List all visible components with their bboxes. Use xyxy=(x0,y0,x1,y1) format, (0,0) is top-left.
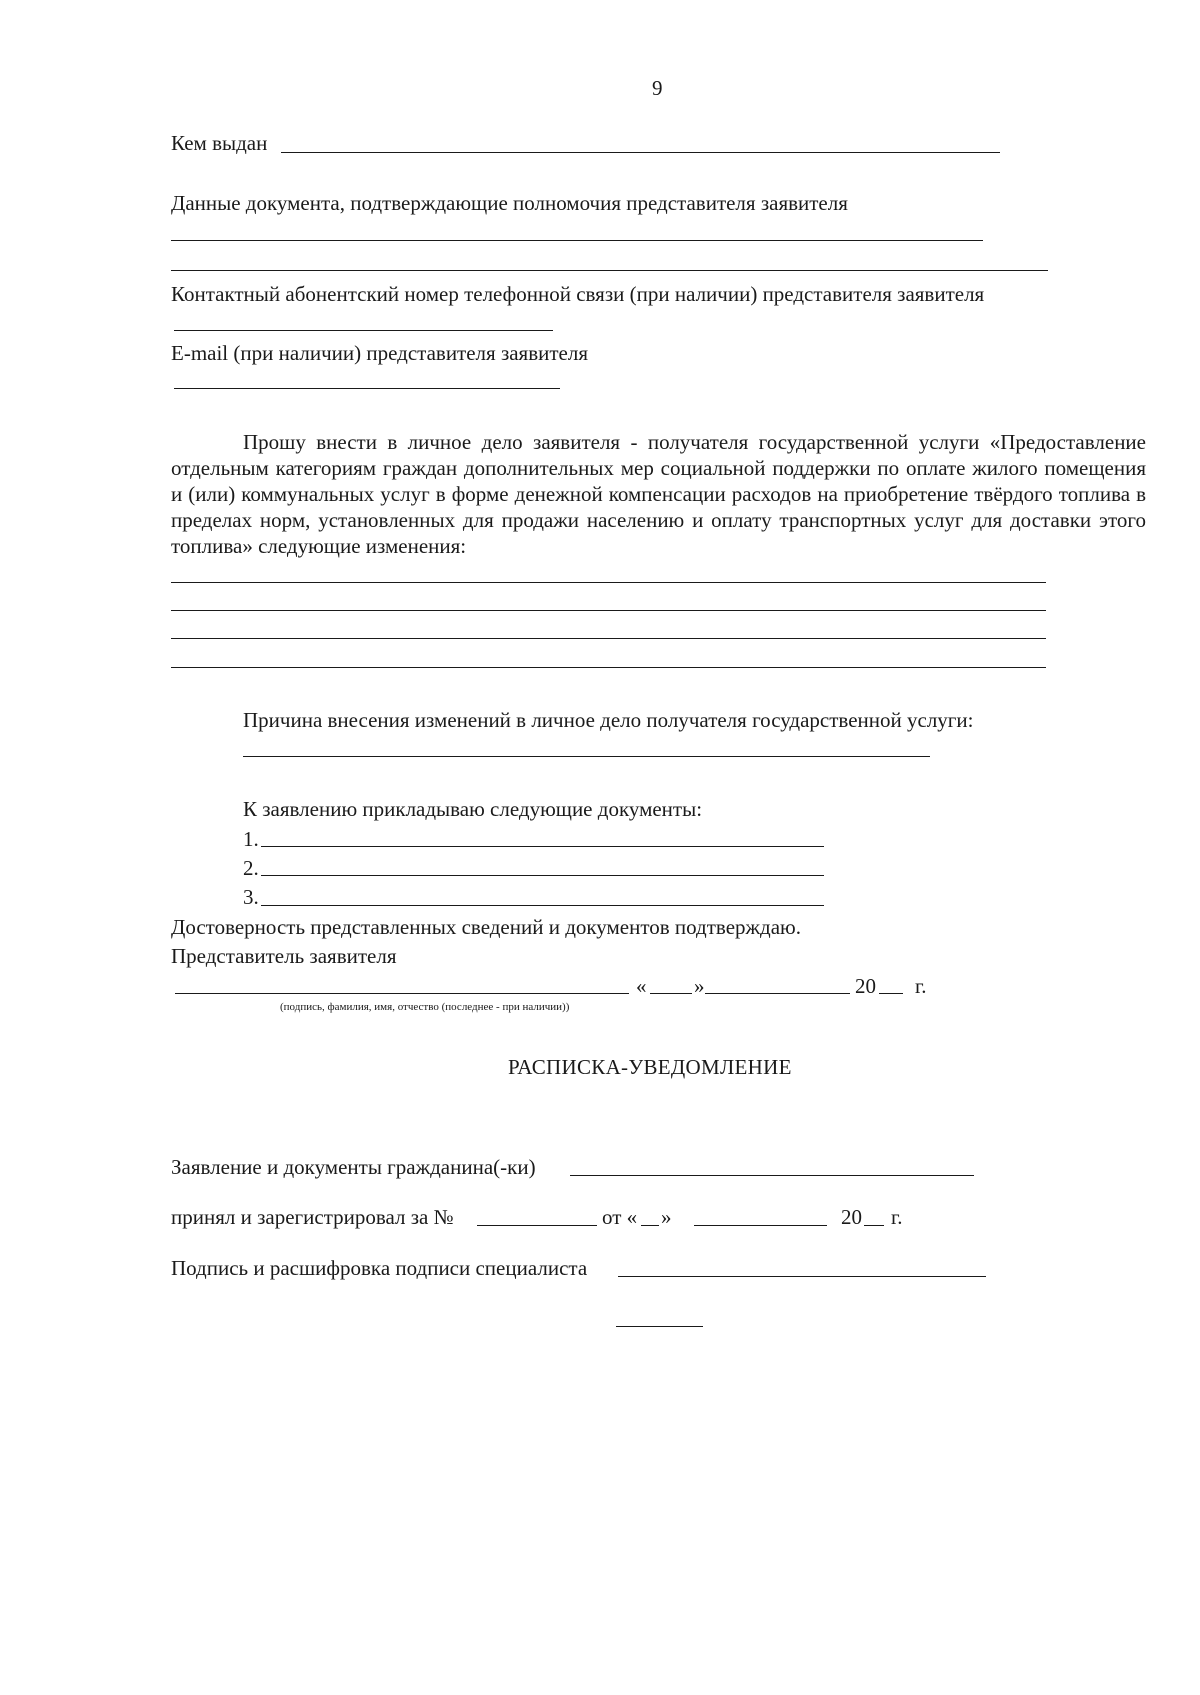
representative-month-field[interactable] xyxy=(705,993,850,994)
representative-phone-field[interactable] xyxy=(174,330,553,331)
representative-day-field[interactable] xyxy=(650,993,692,994)
representative-document-field-1[interactable] xyxy=(171,240,983,241)
receipt-year-suffix: г. xyxy=(891,1205,903,1229)
representative-year-field[interactable] xyxy=(879,993,903,994)
request-paragraph xyxy=(171,429,1146,559)
attachment-number-1: 1. xyxy=(243,827,259,851)
signature-caption: (подпись, фамилия, имя, отчество (последнее - при наличии)) xyxy=(280,1001,570,1013)
receipt-registered-label: принял и зарегистрировал за № xyxy=(171,1205,454,1229)
change-reason-label: Причина внесения изменений в личное дело получателя государственной услуги: xyxy=(243,708,974,732)
receipt-specialist-label: Подпись и расшифровка подписи специалиста xyxy=(171,1256,588,1280)
attachment-number-3: 3. xyxy=(243,885,259,909)
receipt-year-field[interactable] xyxy=(864,1225,884,1226)
attachment-field-2[interactable] xyxy=(261,875,824,876)
changes-field-3[interactable] xyxy=(171,638,1046,639)
changes-field-1[interactable] xyxy=(171,582,1046,583)
attachment-number-2: 2. xyxy=(243,856,259,880)
changes-field-4[interactable] xyxy=(171,667,1046,668)
attachment-field-3[interactable] xyxy=(261,905,824,906)
attachments-label: К заявлению прикладываю следующие документы: xyxy=(243,797,703,821)
changes-field-2[interactable] xyxy=(171,610,1046,611)
receipt-citizen-field[interactable] xyxy=(570,1175,974,1176)
issued-by-field[interactable] xyxy=(281,152,1000,153)
issued-by-label: Кем выдан xyxy=(171,131,268,155)
receipt-quote-close: » xyxy=(661,1205,672,1229)
request-paragraph-text: Прошу внести в личное дело заявителя - получателя государственной услуги «Предоставление отдельным категориям граждан дополнительных мер социальной поддержки по оплате жилого помещения и (или) коммунальных услуг в форме денежной компенсации расходов на приобретение твёрдого топлива в пределах норм, установленных для продажи населению и оплату транспортных услуг для доставки этого топлива» следующие изменения: xyxy=(171,430,1146,558)
representative-email-field[interactable] xyxy=(174,388,560,389)
receipt-day-field[interactable] xyxy=(641,1225,659,1226)
confirmation-text: Достоверность представленных сведений и документов подтверждаю. xyxy=(171,915,801,939)
receipt-title: РАСПИСКА-УВЕДОМЛЕНИЕ xyxy=(508,1055,792,1079)
representative-year-suffix: г. xyxy=(915,974,927,998)
receipt-specialist-field[interactable] xyxy=(618,1276,986,1277)
page-number: 9 xyxy=(652,76,663,100)
change-reason-field[interactable] xyxy=(243,756,930,757)
representative-year-prefix: 20 xyxy=(855,974,876,998)
representative-signature-field[interactable] xyxy=(175,993,629,994)
end-separator xyxy=(616,1326,703,1327)
representative-quote-close: » xyxy=(694,974,705,998)
representative-email-label: E-mail (при наличии) представителя заявителя xyxy=(171,341,589,365)
receipt-from-label: от « xyxy=(602,1205,638,1229)
attachment-field-1[interactable] xyxy=(261,846,824,847)
representative-document-label: Данные документа, подтверждающие полномочия представителя заявителя xyxy=(171,191,848,215)
receipt-documents-label: Заявление и документы гражданина(-ки) xyxy=(171,1155,536,1179)
receipt-year-prefix: 20 xyxy=(841,1205,862,1229)
representative-quote-open: « xyxy=(636,974,647,998)
representative-phone-label: Контактный абонентский номер телефонной связи (при наличии) представителя заявителя xyxy=(171,282,985,306)
representative-document-field-2[interactable] xyxy=(171,270,1048,271)
representative-label: Представитель заявителя xyxy=(171,944,397,968)
receipt-number-field[interactable] xyxy=(477,1225,597,1226)
receipt-month-field[interactable] xyxy=(694,1225,827,1226)
